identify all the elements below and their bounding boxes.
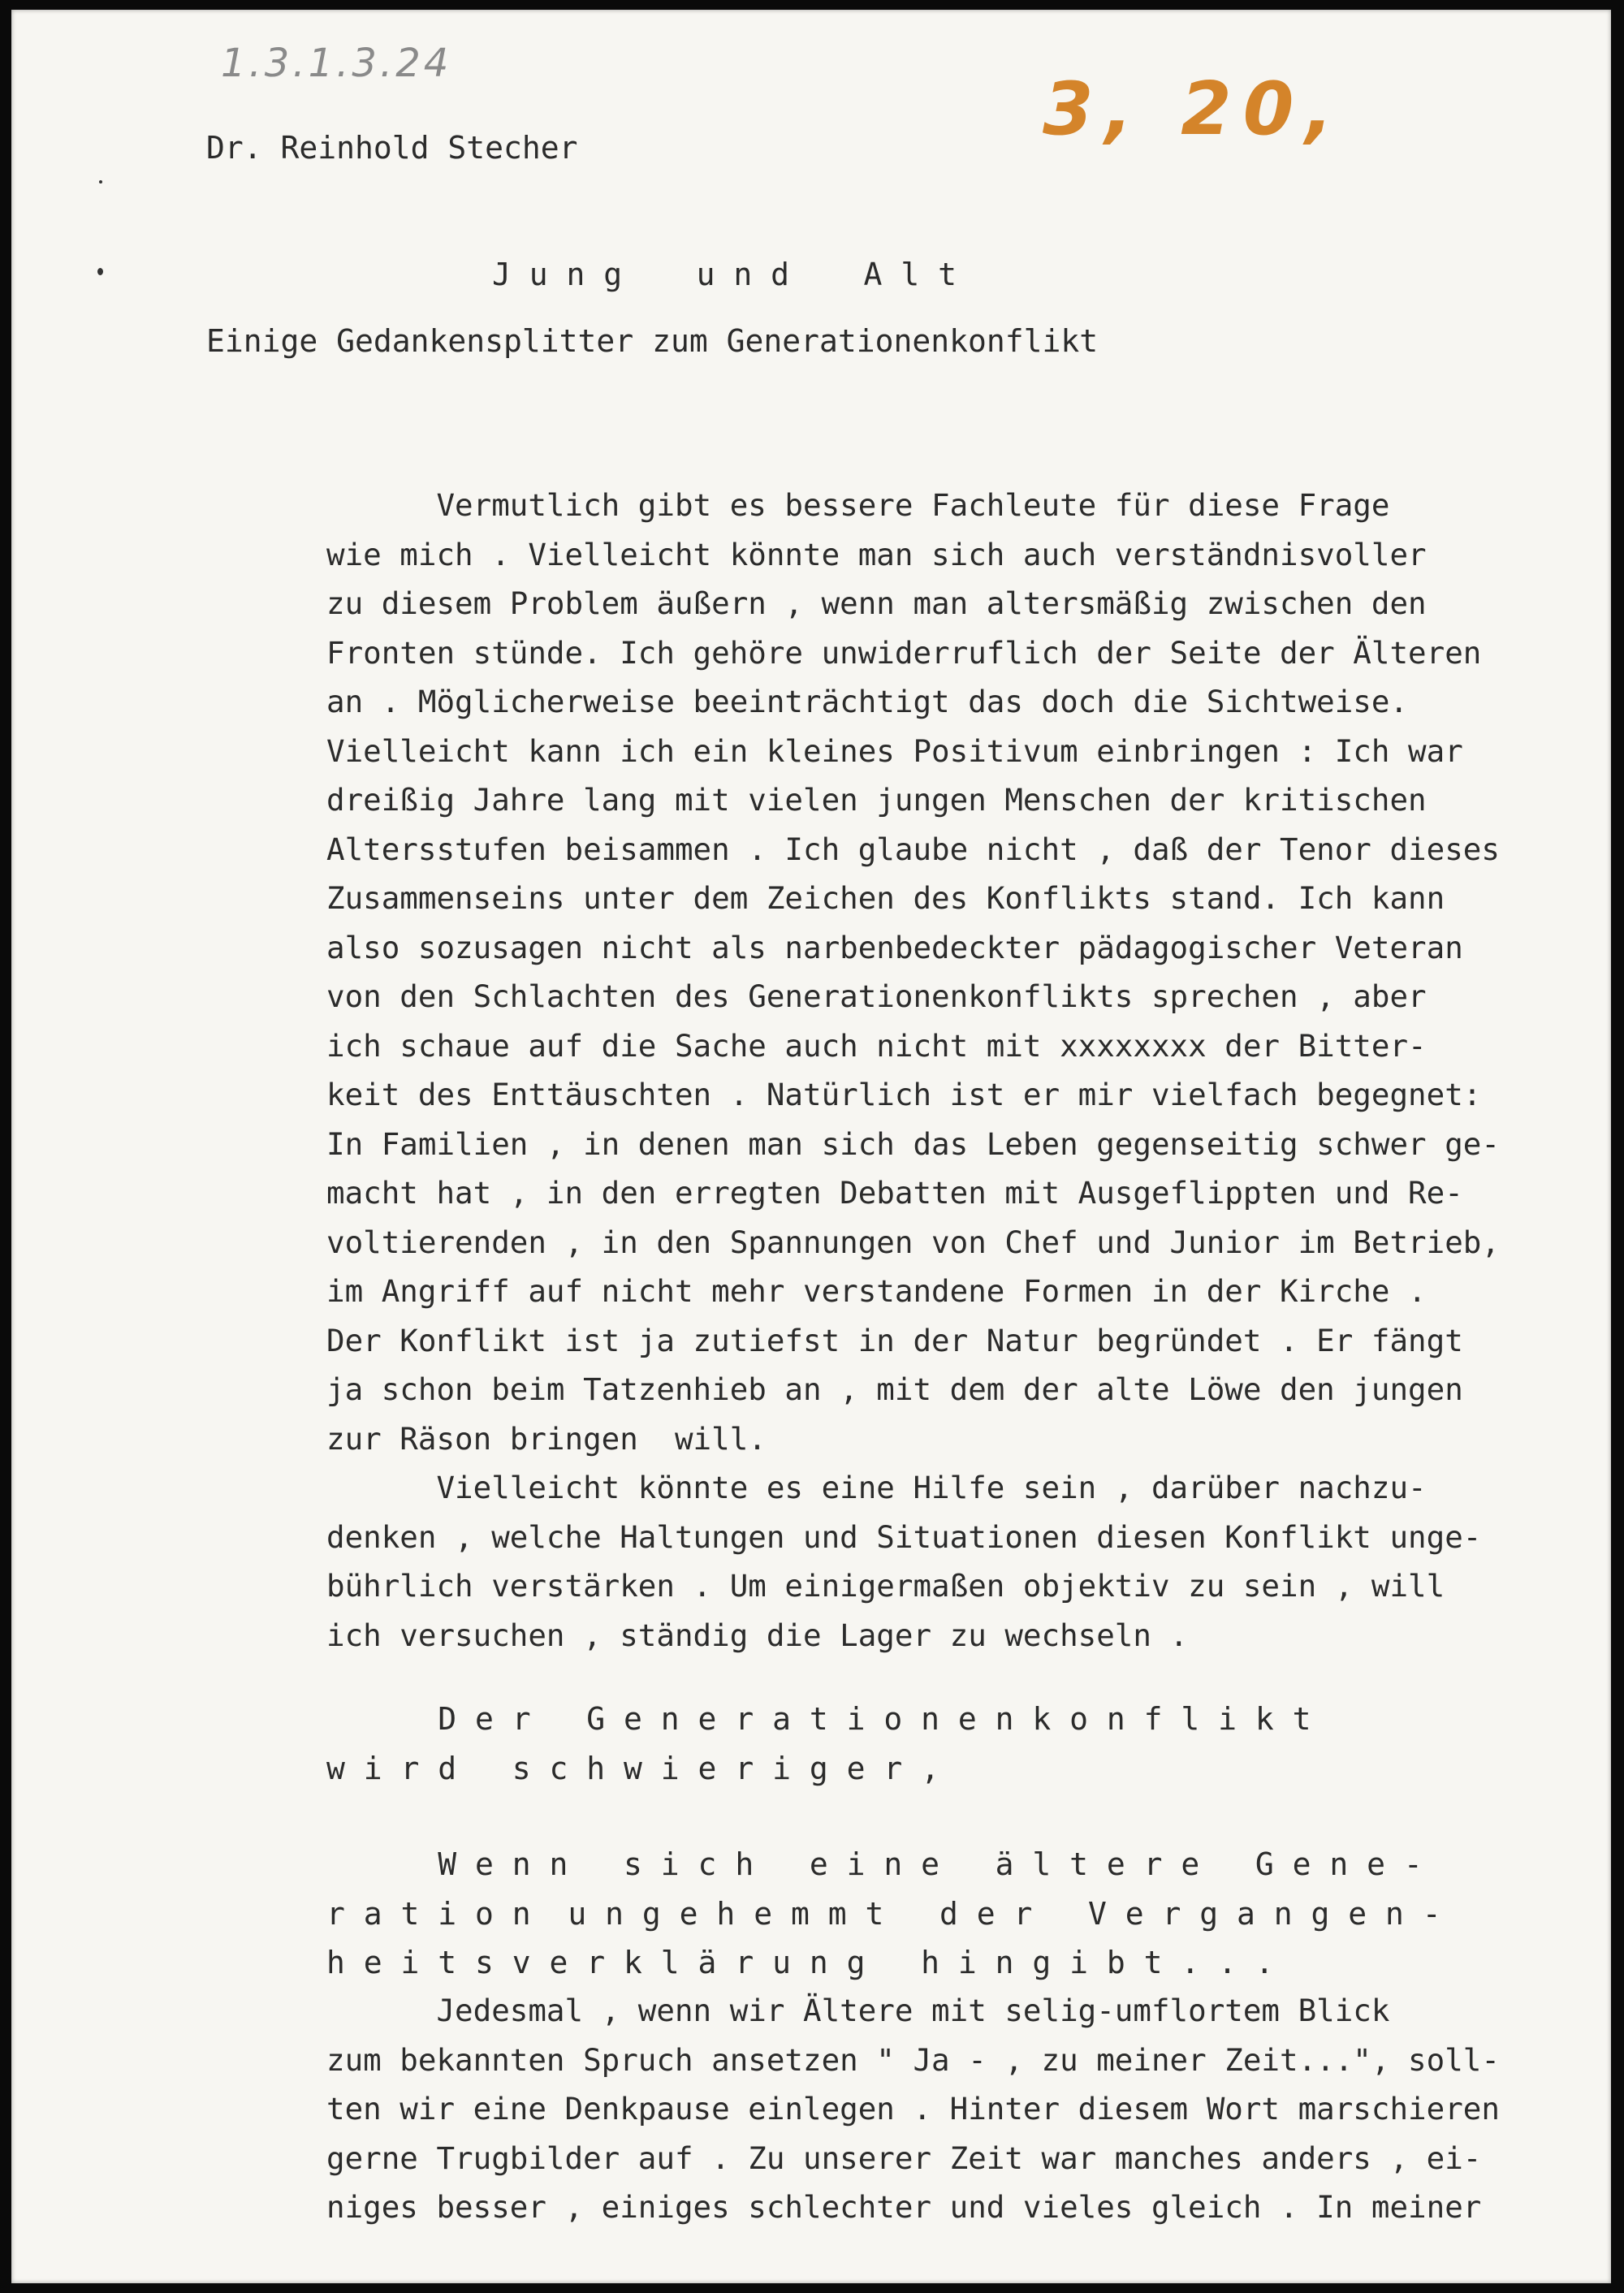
text-line: gerne Trugbilder auf . Zu unserer Zeit war manches anders , ei-: [326, 2140, 1482, 2176]
text-line: bührlich verstärken . Um einigermaßen objektiv zu sein , will: [326, 1568, 1445, 1604]
text-line: Vermutlich gibt es bessere Fachleute für diese Frage: [326, 487, 1390, 523]
text-line: zur Räson bringen will.: [326, 1420, 767, 1457]
heading-line: D e r G e n e r a t i o n e n k o n f l i k t: [326, 1701, 1311, 1737]
document-page: [11, 10, 1611, 2283]
text-line: zum bekannten Spruch ansetzen " Ja - , zu meiner Zeit...", soll-: [326, 2041, 1500, 2078]
paper-speck: [97, 268, 103, 275]
text-line: keit des Enttäuschten . Natürlich ist er mir vielfach begegnet:: [326, 1077, 1482, 1112]
text-line: im Angriff auf nicht mehr verstandene Formen in der Kirche .: [326, 1273, 1427, 1309]
document-title: J u n g u n d A l t: [492, 257, 957, 292]
body-text-continued: [326, 1986, 1500, 2232]
text-line: ja schon beim Tatzenhieb an , mit dem der alte Löwe den jungen: [326, 1371, 1463, 1407]
text-line: voltierenden , in den Spannungen von Chef und Junior im Betrieb,: [326, 1224, 1500, 1260]
text-line: Zusammenseins unter dem Zeichen des Konflikts stand. Ich kann: [326, 880, 1445, 916]
text-line: ich schaue auf die Sache auch nicht mit xxxxxxxx der Bitter-: [326, 1027, 1427, 1064]
text-line: an . Möglicherweise beeinträchtigt das doch die Sichtweise.: [326, 684, 1409, 719]
orange-reference-number: 3, 20,: [1043, 67, 1345, 152]
body-text: [326, 481, 1609, 1660]
heading-line: r a t i o n u n g e h e m m t d e r V e r g a n g e n -: [326, 1895, 1441, 1932]
text-line: Altersstufen beisammen . Ich glaube nicht , daß der Tenor dieses: [326, 831, 1500, 867]
text-line: Vielleicht kann ich ein kleines Positivum einbringen : Ich war: [326, 732, 1463, 769]
heading-line: h e i t s v e r k l ä r u n g h i n g i b t . . .: [326, 1945, 1274, 1980]
text-line: dreißig Jahre lang mit vielen jungen Menschen der kritischen: [326, 782, 1427, 818]
pencil-reference-number: 1.3.1.3.24: [221, 41, 452, 86]
text-line: macht hat , in den erregten Debatten mit Ausgeflippten und Re-: [326, 1175, 1463, 1211]
text-line: wie mich . Vielleicht könnte man sich auch verständnisvoller: [326, 536, 1427, 572]
text-line: Der Konflikt ist ja zutiefst in der Natur begründet . Er fängt: [326, 1322, 1463, 1358]
text-line: ten wir eine Denkpause einlegen . Hinter diesem Wort marschieren: [326, 2091, 1500, 2127]
text-line: niges besser , einiges schlechter und vieles gleich . In meiner: [326, 2189, 1482, 2225]
heading-line: W e n n s i c h e i n e ä l t e r e G e n e -: [326, 1846, 1423, 1882]
text-line: ich versuchen , ständig die Lager zu wechseln .: [326, 1617, 1189, 1653]
text-line: Jedesmal , wenn wir Ältere mit selig-umflortem Blick: [326, 1993, 1390, 2028]
section-heading: [326, 1694, 1311, 1792]
text-line: also sozusagen nicht als narbenbedeckter pädagogischer Veteran: [326, 929, 1463, 965]
text-line: Vielleicht könnte es eine Hilfe sein , darüber nachzu-: [326, 1470, 1427, 1505]
text-line: Fronten stünde. Ich gehöre unwiderruflich der Seite der Älteren: [326, 634, 1482, 671]
heading-line: w i r d s c h w i e r i g e r ,: [326, 1750, 939, 1786]
text-line: In Familien , in denen man sich das Leben gegenseitig schwer ge-: [326, 1125, 1500, 1162]
text-line: zu diesem Problem äußern , wenn man altersmäßig zwischen den: [326, 585, 1427, 621]
author-line: Dr. Reinhold Stecher: [206, 130, 578, 166]
text-line: denken , welche Haltungen und Situationen diesen Konflikt unge-: [326, 1518, 1482, 1555]
document-subtitle: Einige Gedankensplitter zum Generationenkonflikt: [206, 323, 1099, 359]
sub-heading: [326, 1840, 1441, 1988]
paper-speck: [99, 180, 102, 184]
text-line: von den Schlachten des Generationenkonflikts sprechen , aber: [326, 978, 1427, 1014]
